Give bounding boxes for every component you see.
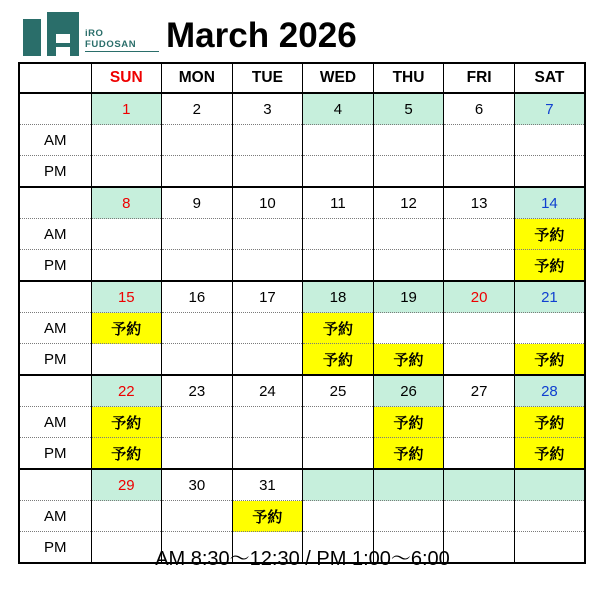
- date-cell[interactable]: 8: [91, 187, 162, 219]
- date-cell[interactable]: [514, 469, 585, 501]
- am-slot[interactable]: [303, 501, 374, 532]
- slot-label-pm: PM: [19, 250, 91, 282]
- date-cell[interactable]: 12: [373, 187, 444, 219]
- calendar-title: March 2026: [166, 16, 357, 55]
- am-slot[interactable]: [444, 219, 515, 250]
- hours-note: AM 8:30～12:30 / PM 1:00～6:00: [155, 548, 450, 570]
- date-cell[interactable]: 4: [303, 93, 374, 125]
- date-cell[interactable]: 6: [444, 93, 515, 125]
- am-slot[interactable]: [303, 219, 374, 250]
- pm-slot[interactable]: [162, 438, 233, 470]
- am-slot-booked[interactable]: 予約: [232, 501, 303, 532]
- date-cell[interactable]: 14: [514, 187, 585, 219]
- pm-slot[interactable]: [162, 156, 233, 188]
- date-cell[interactable]: 21: [514, 281, 585, 313]
- row-label-blank: [19, 93, 91, 125]
- pm-slot-booked[interactable]: 予約: [514, 344, 585, 376]
- pm-slot-booked[interactable]: 予約: [373, 438, 444, 470]
- pm-slot[interactable]: [232, 344, 303, 376]
- date-cell[interactable]: 27: [444, 375, 515, 407]
- building-logo-icon: [23, 12, 83, 56]
- row-label-blank: [19, 469, 91, 501]
- brand-underline: [85, 51, 159, 52]
- date-cell[interactable]: 18: [303, 281, 374, 313]
- date-cell[interactable]: 3: [232, 93, 303, 125]
- date-cell[interactable]: 20: [444, 281, 515, 313]
- pm-slot-booked[interactable]: 予約: [514, 438, 585, 470]
- date-cell[interactable]: 26: [373, 375, 444, 407]
- week-5-am: [19, 501, 585, 532]
- pm-slot[interactable]: [232, 250, 303, 282]
- am-slot[interactable]: [373, 313, 444, 344]
- date-cell[interactable]: 7: [514, 93, 585, 125]
- corner-cell: [19, 63, 91, 93]
- week-2-pm: [19, 250, 585, 282]
- am-slot[interactable]: [303, 407, 374, 438]
- date-cell[interactable]: 23: [162, 375, 233, 407]
- date-cell[interactable]: [303, 469, 374, 501]
- slot-label-am: AM: [19, 219, 91, 250]
- am-slot[interactable]: [514, 501, 585, 532]
- pm-slot[interactable]: [162, 344, 233, 376]
- date-cell[interactable]: 19: [373, 281, 444, 313]
- pm-slot[interactable]: [373, 250, 444, 282]
- am-slot[interactable]: [444, 125, 515, 156]
- brand-line-1: iRO: [85, 28, 104, 39]
- weekday-header: [19, 63, 585, 93]
- pm-slot[interactable]: [514, 156, 585, 188]
- slot-label-pm: PM: [19, 156, 91, 188]
- am-slot[interactable]: [232, 407, 303, 438]
- am-slot-booked[interactable]: 予約: [91, 407, 162, 438]
- am-slot[interactable]: [514, 125, 585, 156]
- am-slot[interactable]: [373, 219, 444, 250]
- weekday-sat: SAT: [514, 63, 585, 93]
- slot-label-pm: PM: [19, 438, 91, 470]
- am-slot[interactable]: [91, 501, 162, 532]
- weekday-mon: MON: [162, 63, 233, 93]
- weekday-sun: SUN: [91, 63, 162, 93]
- row-label-blank: [19, 281, 91, 313]
- date-cell[interactable]: 15: [91, 281, 162, 313]
- week-5-dates: [19, 469, 585, 501]
- weekday-tue: TUE: [232, 63, 303, 93]
- date-cell[interactable]: 22: [91, 375, 162, 407]
- pm-slot[interactable]: [303, 156, 374, 188]
- slot-label-am: AM: [19, 501, 91, 532]
- pm-slot-booked[interactable]: 予約: [514, 250, 585, 282]
- weekday-thu: THU: [373, 63, 444, 93]
- week-3-dates: [19, 281, 585, 313]
- date-cell[interactable]: 31: [232, 469, 303, 501]
- date-cell[interactable]: 17: [232, 281, 303, 313]
- am-slot[interactable]: [444, 407, 515, 438]
- am-slot[interactable]: [162, 501, 233, 532]
- pm-slot[interactable]: [162, 250, 233, 282]
- am-slot[interactable]: [232, 313, 303, 344]
- am-slot[interactable]: [373, 125, 444, 156]
- week-3-am: [19, 313, 585, 344]
- am-slot[interactable]: [162, 313, 233, 344]
- am-slot-booked[interactable]: 予約: [373, 407, 444, 438]
- row-label-blank: [19, 187, 91, 219]
- am-slot-booked[interactable]: 予約: [91, 313, 162, 344]
- date-cell[interactable]: 10: [232, 187, 303, 219]
- pm-slot[interactable]: [444, 156, 515, 188]
- am-slot[interactable]: [162, 407, 233, 438]
- pm-slot[interactable]: [373, 156, 444, 188]
- am-slot-booked[interactable]: 予約: [303, 313, 374, 344]
- pm-slot[interactable]: [232, 438, 303, 470]
- date-cell[interactable]: 11: [303, 187, 374, 219]
- date-cell[interactable]: 25: [303, 375, 374, 407]
- pm-slot-booked[interactable]: 予約: [91, 438, 162, 470]
- am-slot[interactable]: [232, 125, 303, 156]
- date-cell[interactable]: 2: [162, 93, 233, 125]
- pm-slot[interactable]: [91, 250, 162, 282]
- pm-slot[interactable]: [444, 250, 515, 282]
- week-4-pm: [19, 438, 585, 470]
- row-label-blank: [19, 375, 91, 407]
- am-slot-booked[interactable]: 予約: [514, 219, 585, 250]
- week-1-dates: [19, 93, 585, 125]
- pm-slot-booked[interactable]: 予約: [373, 344, 444, 376]
- pm-slot[interactable]: [232, 156, 303, 188]
- am-slot-booked[interactable]: 予約: [514, 407, 585, 438]
- am-slot[interactable]: [91, 125, 162, 156]
- pm-slot[interactable]: [91, 156, 162, 188]
- booking-calendar: [18, 62, 586, 564]
- date-cell[interactable]: 24: [232, 375, 303, 407]
- week-2-dates: [19, 187, 585, 219]
- pm-slot-booked[interactable]: 予約: [303, 344, 374, 376]
- slot-label-am: AM: [19, 407, 91, 438]
- pm-slot[interactable]: [303, 250, 374, 282]
- weekday-fri: FRI: [444, 63, 515, 93]
- am-slot[interactable]: [514, 313, 585, 344]
- slot-label-am: AM: [19, 313, 91, 344]
- am-slot[interactable]: [162, 219, 233, 250]
- am-slot[interactable]: [444, 313, 515, 344]
- am-slot[interactable]: [232, 219, 303, 250]
- weekday-wed: WED: [303, 63, 374, 93]
- week-2-am: [19, 219, 585, 250]
- company-logo: [23, 12, 143, 58]
- slot-label-am: AM: [19, 125, 91, 156]
- date-cell[interactable]: [373, 469, 444, 501]
- week-4-am: [19, 407, 585, 438]
- week-1-am: [19, 125, 585, 156]
- am-slot[interactable]: [444, 501, 515, 532]
- date-cell[interactable]: 29: [91, 469, 162, 501]
- date-cell[interactable]: 13: [444, 187, 515, 219]
- slot-label-pm: PM: [19, 344, 91, 376]
- date-cell[interactable]: 9: [162, 187, 233, 219]
- pm-slot[interactable]: [303, 438, 374, 470]
- brand-line-2: FUDOSAN: [85, 39, 137, 50]
- date-cell[interactable]: [444, 469, 515, 501]
- date-cell[interactable]: 1: [91, 93, 162, 125]
- am-slot[interactable]: [303, 125, 374, 156]
- pm-slot[interactable]: [444, 344, 515, 376]
- am-slot[interactable]: [373, 501, 444, 532]
- date-cell[interactable]: 16: [162, 281, 233, 313]
- pm-slot[interactable]: [444, 438, 515, 470]
- date-cell[interactable]: 28: [514, 375, 585, 407]
- slot-label-pm: PM: [19, 532, 91, 564]
- week-4-dates: [19, 375, 585, 407]
- pm-slot[interactable]: [91, 344, 162, 376]
- week-1-pm: [19, 156, 585, 188]
- am-slot[interactable]: [91, 219, 162, 250]
- am-slot[interactable]: [162, 125, 233, 156]
- date-cell[interactable]: 30: [162, 469, 233, 501]
- week-3-pm: [19, 344, 585, 376]
- date-cell[interactable]: 5: [373, 93, 444, 125]
